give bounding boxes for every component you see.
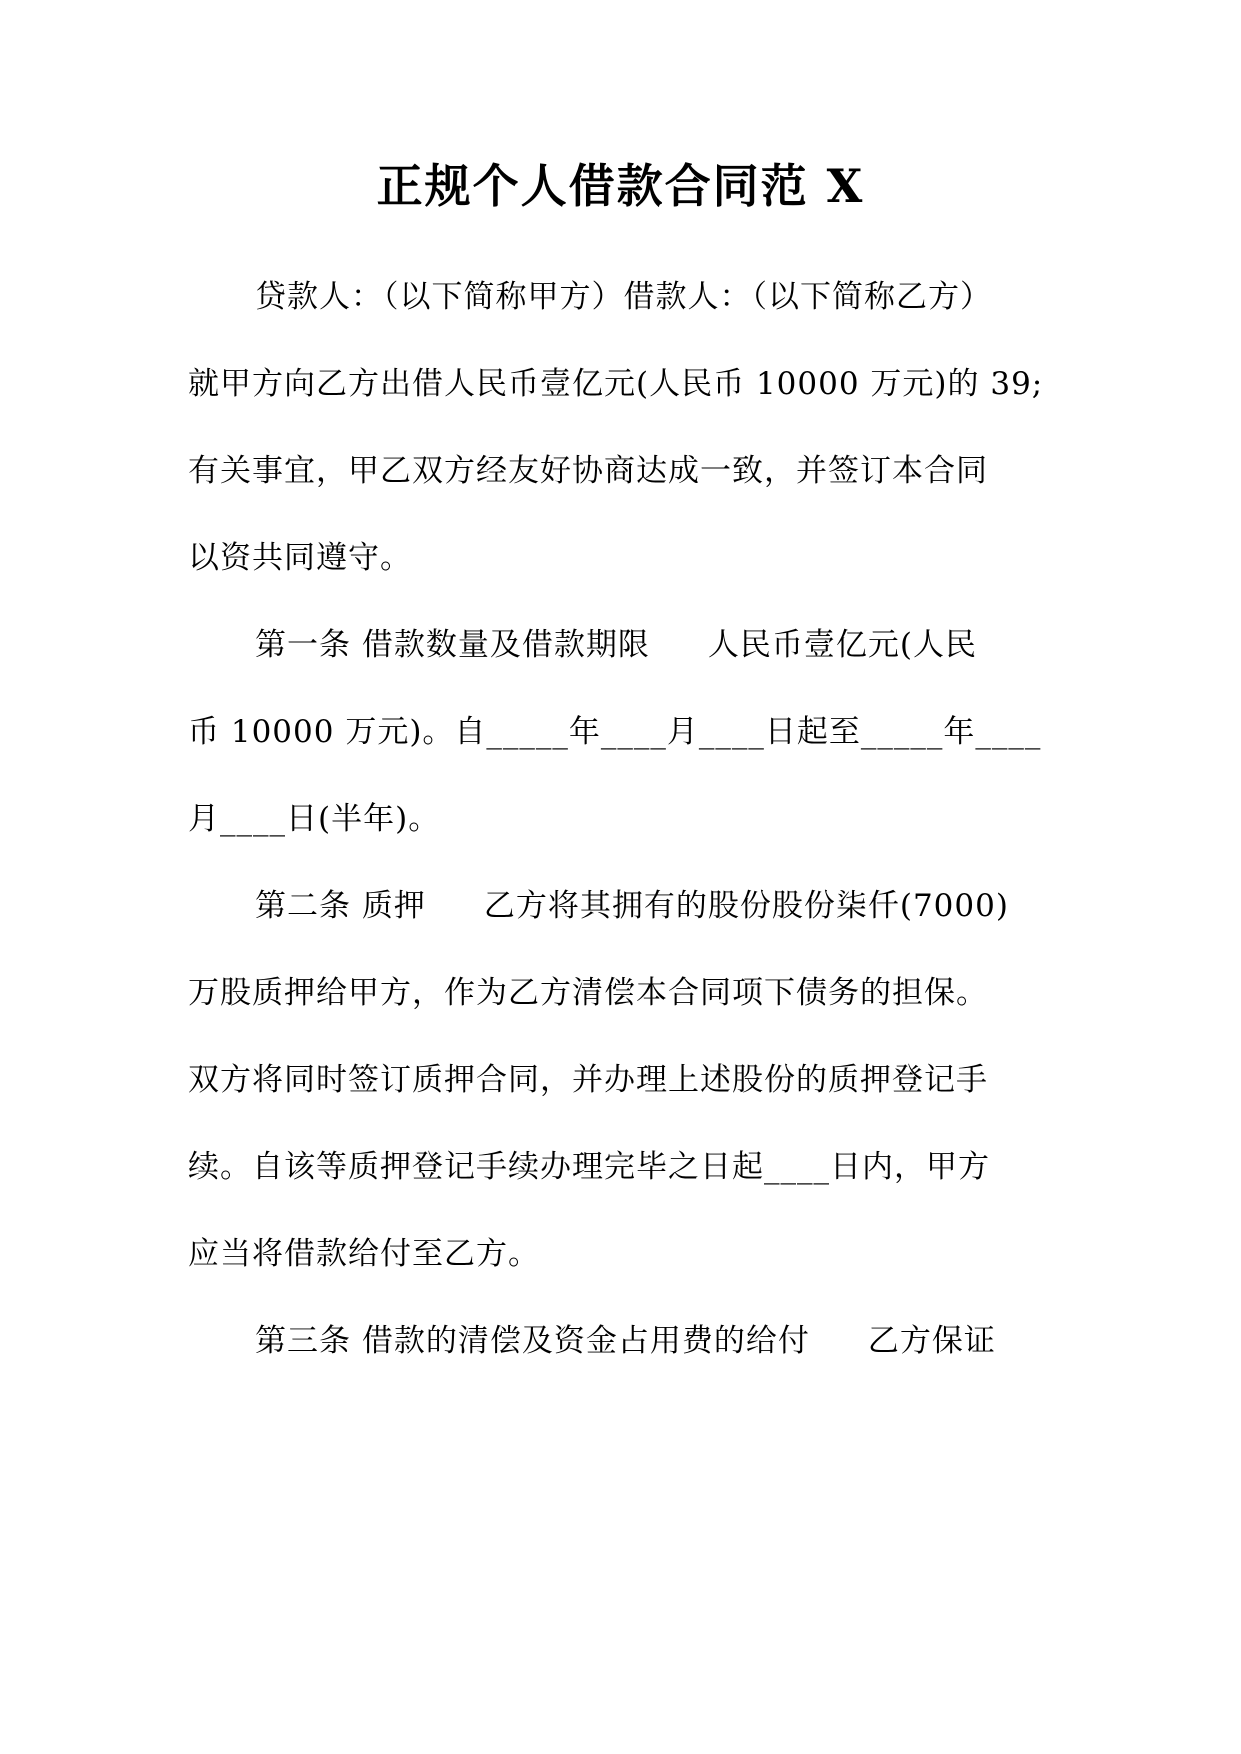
- article-1-heading: 第一条 借款数量及借款期限: [255, 627, 650, 663]
- article-3-text: 乙方保证: [867, 1323, 996, 1359]
- document-title: 正规个人借款合同范 X: [376, 159, 865, 213]
- paragraph-line: 贷款人：（以下简称甲方）借款人：（以下简称乙方）: [255, 279, 992, 315]
- article-1-text: 人民币壹亿元(人民: [707, 627, 977, 663]
- article-3-heading: 第三条 借款的清偿及资金占用费的给付: [255, 1323, 810, 1359]
- article-1-line: [255, 623, 1048, 667]
- paragraph-line: 月____日(半年)。: [188, 801, 441, 837]
- paragraph-line: 双方将同时签订质押合同，并办理上述股份的质押登记手: [188, 1062, 988, 1098]
- article-2-line: [255, 884, 1048, 928]
- paragraph-line: 以资共同遵守。: [188, 540, 412, 576]
- paragraph-line: 就甲方向乙方出借人民币壹亿元(人民币 10000 万元)的 39;: [188, 366, 1044, 402]
- article-2-text: 乙方将其拥有的股份股份柒仟(7000): [483, 888, 1009, 924]
- paragraph-line: 币 10000 万元)。自_____年____月____日起至_____年____: [188, 714, 1042, 750]
- article-3-line: [255, 1319, 1048, 1363]
- article-2-heading: 第二条 质押: [255, 888, 426, 924]
- paragraph-line: 应当将借款给付至乙方。: [188, 1236, 540, 1272]
- paragraph-line: 续。自该等质押登记手续办理完毕之日起____日内，甲方: [188, 1149, 990, 1185]
- paragraph-line: 万股质押给甲方，作为乙方清偿本合同项下债务的担保。: [188, 975, 988, 1011]
- paragraph-line: 有关事宜，甲乙双方经友好协商达成一致，并签订本合同: [188, 453, 988, 489]
